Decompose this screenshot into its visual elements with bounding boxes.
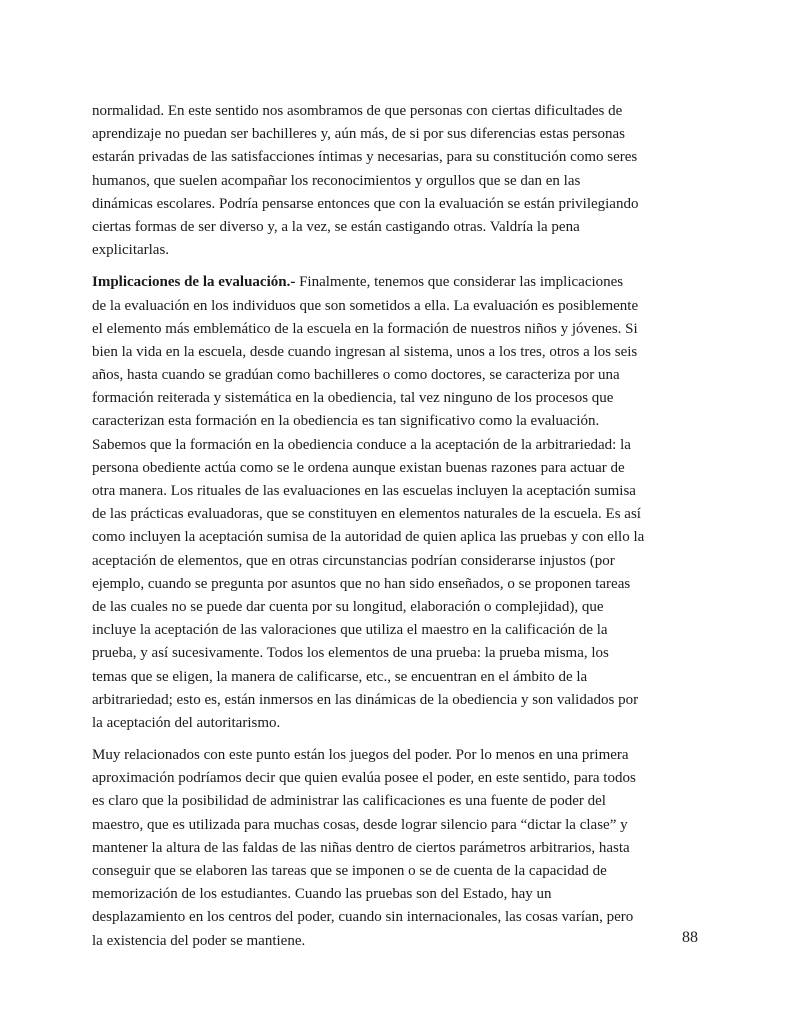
text-line: caracterizan esta formación en la obediencia es tan significativo como la evaluación. <box>92 413 600 430</box>
document-page <box>92 100 702 962</box>
text-line: prueba, y así sucesivamente. Todos los elementos de una prueba: la prueba misma, los <box>92 645 609 662</box>
text-line: normalidad. En este sentido nos asombramos de que personas con ciertas dificultades de <box>92 103 623 119</box>
text-line: aprendizaje no puedan ser bachilleres y, aún más, de si por sus diferencias estas personas <box>92 126 626 143</box>
text-line: dinámicas escolares. Podría pensarse entonces que con la evaluación se están privilegiando <box>92 195 639 212</box>
text-line: explicitarlas. <box>92 242 170 259</box>
text-line: humanos, que suelen acompañar los reconocimientos y orgullos que se dan en las <box>92 172 581 189</box>
text-line: incluye la aceptación de las valoraciones que utiliza el maestro en la calificación de la <box>92 622 608 639</box>
text-line: conseguir que se elaboren las tareas que se imponen o se de cuenta de la capacidad de <box>92 863 607 879</box>
paragraph-implicaciones <box>92 271 702 735</box>
text-line: años, hasta cuando se gradúan como bachilleres o como doctores, se caracteriza por una <box>92 367 620 384</box>
text-line: temas que se eligen, la manera de calificarse, etc., se encuentran en el ámbito de la <box>92 668 588 685</box>
text-line: mantener la altura de las faldas de las niñas dentro de ciertos parámetros arbitrarios, hasta <box>92 839 630 856</box>
text-line: la aceptación del autoritarismo. <box>92 714 281 731</box>
text-line: de las cuales no se puede dar cuenta por su longitud, elaboración o complejidad), que <box>92 598 604 615</box>
paragraph-normalidad <box>92 100 702 262</box>
text-line: el elemento más emblemático de la escuela en la formación de nuestros niños y jóvenes. Si <box>92 320 638 337</box>
text-line: es claro que la posibilidad de administrar las calificaciones es una fuente de poder del <box>92 793 606 810</box>
text-line: desplazamiento en los centros del poder, cuando sin internacionales, las cosas varían, pero <box>92 909 634 926</box>
text-line: de las prácticas evaluadoras, que se constituyen en elementos naturales de la escuela. Es así <box>92 506 641 523</box>
text-line: arbitrariedad; esto es, están inmersos en las dinámicas de la obediencia y son validados por <box>92 691 639 708</box>
text-line: como incluyen la aceptación sumisa de la autoridad de quien aplica las pruebas y con ello la <box>92 529 645 546</box>
text-line: persona obediente actúa como se le ordena aunque existan buenas razones para actuar de <box>92 459 625 476</box>
paragraph-juegos-del-poder <box>92 744 702 953</box>
text-line: estarán privadas de las satisfacciones íntimas y necesarias, para su constitución como seres <box>92 149 638 166</box>
text-line: de la evaluación en los individuos que son sometidos a ella. La evaluación es posiblemente <box>92 297 639 314</box>
text-line: ejemplo, cuando se pregunta por asuntos que no han sido enseñados, o se proponen tareas <box>92 575 631 592</box>
text-line: Sabemos que la formación en la obediencia conduce a la aceptación de la arbitrariedad: la <box>92 436 631 453</box>
text-line <box>92 271 702 294</box>
text-line: formación reiterada y sistemática en la obediencia, tal vez ninguno de los procesos que <box>92 390 614 407</box>
section-heading: Implicaciones de la evaluación.- <box>92 274 296 291</box>
text-line: ciertas formas de ser diverso y, a la vez, se están castigando otras. Valdría la pena <box>92 218 580 235</box>
text-line: aproximación podríamos decir que quien evalúa posee el poder, en este sentido, para todos <box>92 770 636 787</box>
text-run: Finalmente, tenemos que considerar las implicaciones <box>295 274 624 291</box>
text-line: bien la vida en la escuela, desde cuando ingresan al sistema, unos a los tres, otros a los seis <box>92 343 638 360</box>
text-line: otra manera. Los rituales de las evaluaciones en las escuelas incluyen la aceptación sumisa <box>92 483 636 499</box>
page-number: 88 <box>682 929 698 946</box>
text-line: Muy relacionados con este punto están los juegos del poder. Por lo menos en una primera <box>92 747 629 764</box>
text-line: la existencia del poder se mantiene. <box>92 932 306 949</box>
text-line: maestro, que es utilizada para muchas cosas, desde lograr silencio para “dictar la clase” y <box>92 816 628 833</box>
text-line: memorización de los estudiantes. Cuando las pruebas son del Estado, hay un <box>92 886 552 903</box>
text-line: aceptación de elementos, que en otras circunstancias podrían considerarse injustos (por <box>92 552 615 569</box>
